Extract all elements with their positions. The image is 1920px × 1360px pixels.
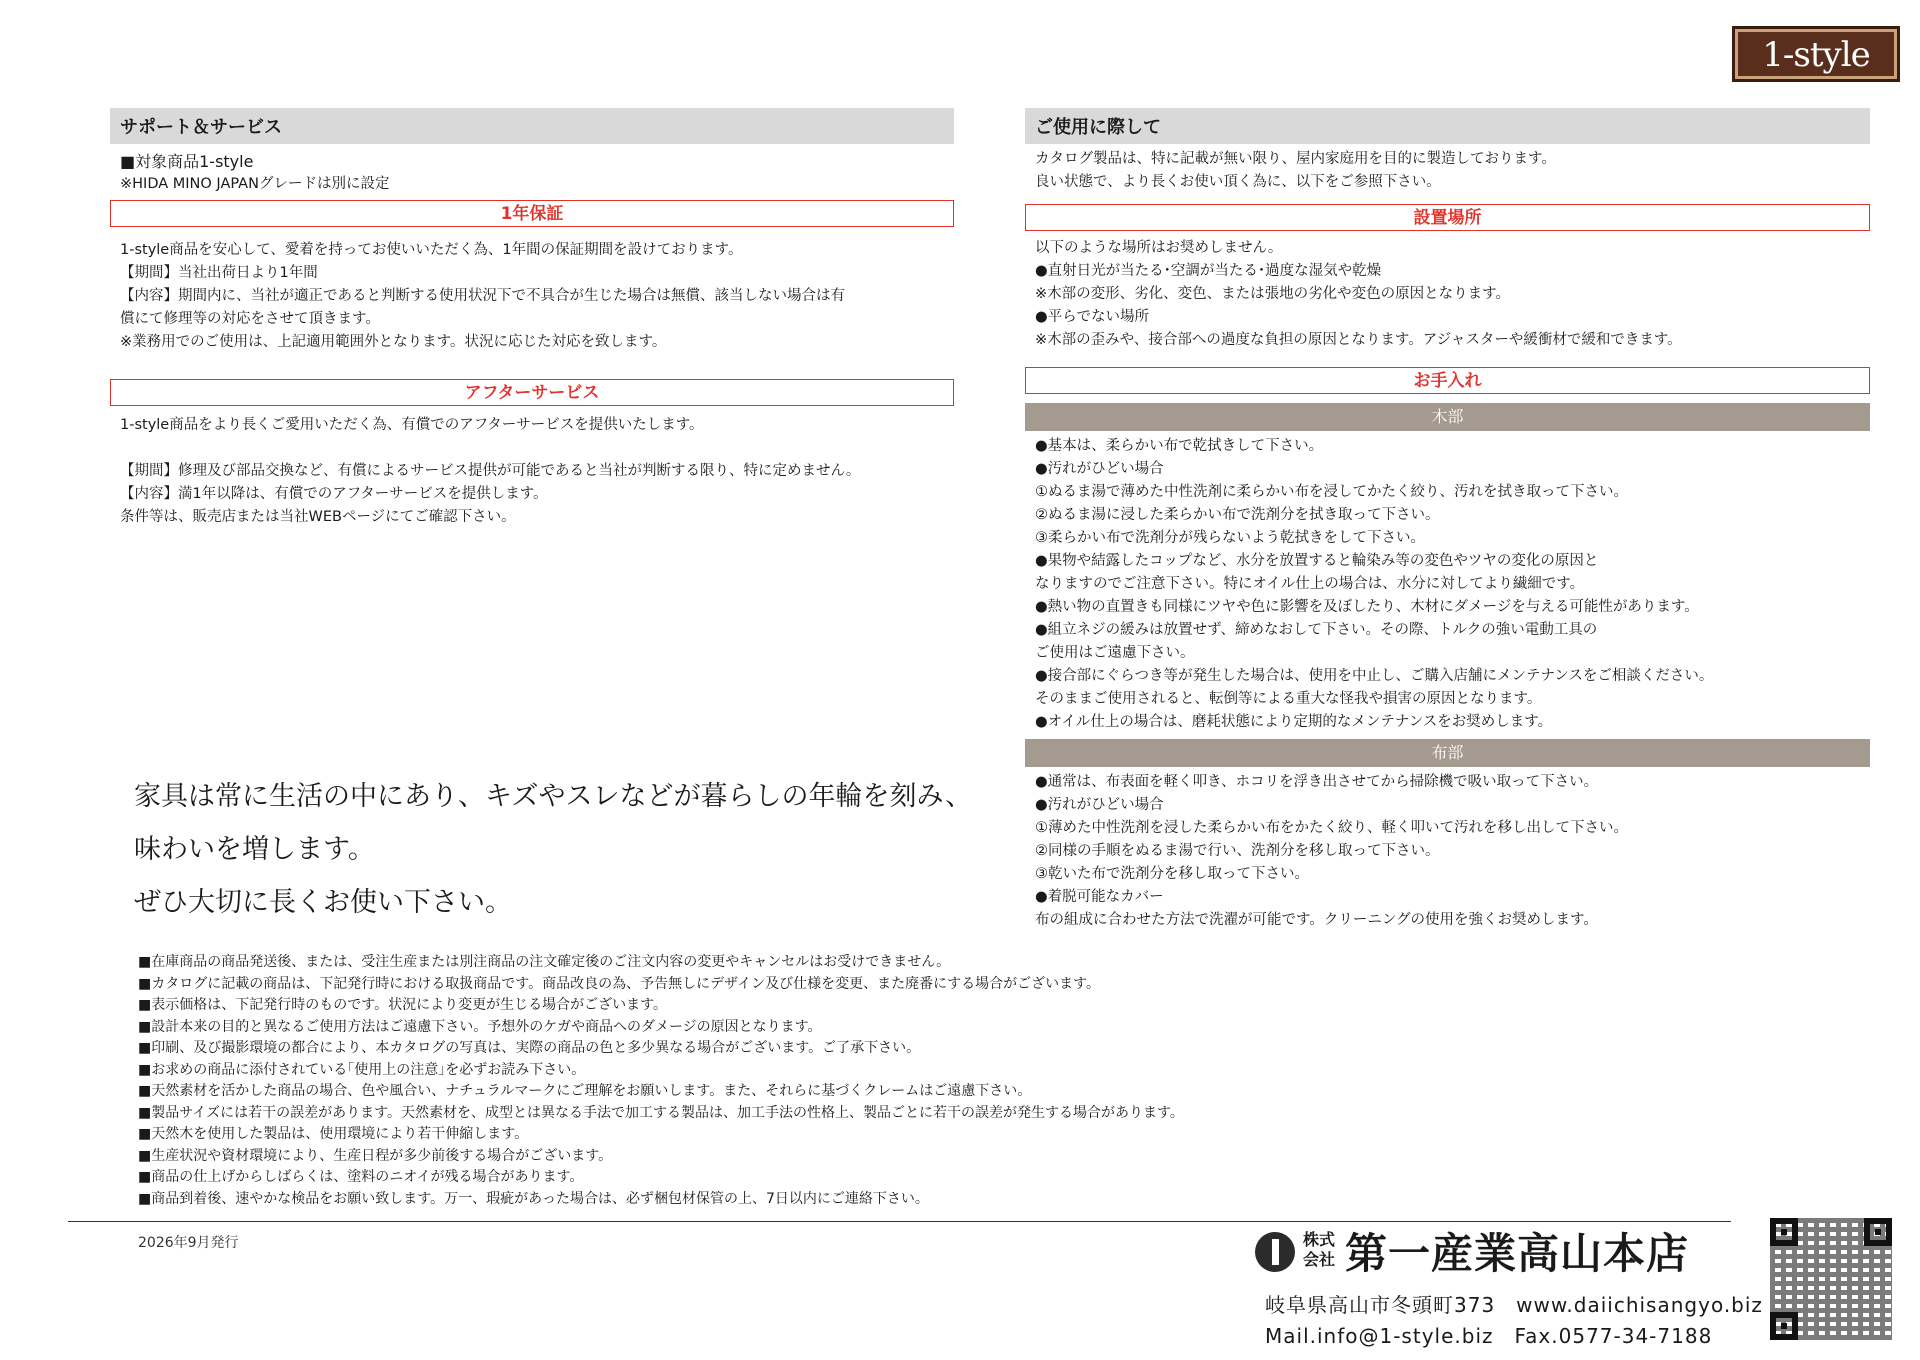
motto-line: ぜひ大切に長くお使い下さい。 (134, 887, 512, 918)
note-line: ■お求めの商品に添付されている｢使用上の注意｣を必ずお読み下さい。 (138, 1061, 586, 1078)
placement-text (1025, 237, 1870, 352)
usage-column (1025, 108, 1870, 932)
company-mail-fax: Mail.info@1-style.biz Fax.0577-34-7188 (1265, 1324, 1713, 1348)
issue-date: 2026年9月発行 (138, 1235, 239, 1251)
fabric-care-bar: 布部 (1025, 739, 1870, 767)
care-heading: お手入れ (1025, 367, 1870, 394)
after-service-line: 条件等は、販売店または当社WEBページにてご確認下さい。 (120, 509, 516, 525)
wood-care-line: ●基本は、柔らかい布で乾拭きして下さい。 (1035, 438, 1324, 454)
after-service-line (110, 437, 954, 460)
fabric-care-line: ●汚れがひどい場合 (1035, 797, 1164, 813)
support-service-column (110, 108, 954, 529)
placement-heading: 設置場所 (1025, 204, 1870, 231)
qr-code-icon (1770, 1218, 1892, 1340)
warranty-line: 1-style商品を安心して、愛着を持ってお使いいただく為、1年間の保証期間を設けております。 (120, 242, 743, 258)
company-prefix: 株式会社 (1303, 1230, 1336, 1269)
note-line: ■カタログに記載の商品は、下記発行時における取扱商品です。商品改良の為、予告無しにデザイン及び仕様を変更、また廃番にする場合がございます。 (138, 975, 1101, 992)
usage-title: ご使用に際して (1025, 108, 1870, 144)
company-mark-icon (1255, 1232, 1295, 1272)
note-line: ■設計本来の目的と異なるご使用方法はご遠慮下さい。予想外のケガや商品へのダメージの原因となります。 (138, 1018, 822, 1035)
wood-care-line: ●果物や結露したコップなど、水分を放置すると輪染み等の変色やツヤの変化の原因と (1035, 553, 1599, 569)
wood-care-text (1025, 435, 1870, 734)
after-service-text (110, 414, 954, 529)
after-service-line: 【期間】修理及び部品交換など、有償によるサービス提供が可能であると当社が判断する限り、特に定めません。 (120, 463, 861, 479)
warranty-line: 【期間】当社出荷日より1年間 (120, 265, 318, 281)
wood-care-line: なりますのでご注意下さい。特にオイル仕上の場合は、水分に対してより繊細です。 (1035, 576, 1585, 592)
company-contact (1265, 1290, 1763, 1352)
after-service-line: 【内容】満1年以降は、有償でのアフターサービスを提供します。 (120, 486, 548, 502)
wood-care-line: ●熱い物の直置きも同様にツヤや色に影響を及ぼしたり、木材にダメージを与える可能性があります。 (1035, 599, 1699, 615)
wood-care-bar: 木部 (1025, 403, 1870, 431)
note-line: ■天然素材を活かした商品の場合、色や風合い、ナチュラルマークにご理解をお願いします。また、それらに基づくクレームはご遠慮下さい。 (138, 1083, 1032, 1099)
target-product-line: ■対象商品1-style (120, 152, 254, 171)
fabric-care-text (1025, 771, 1870, 932)
catalog-notes (138, 952, 1638, 1210)
brand-logo-text: 1-style (1762, 35, 1870, 75)
fabric-care-line: ②同様の手順をぬるま湯で行い、洗剤分を移し取って下さい。 (1035, 843, 1440, 859)
note-line: ■商品の仕上げからしばらくは、塗料のニオイが残る場合があります。 (138, 1169, 584, 1185)
fabric-care-line: ●通常は、布表面を軽く叩き、ホコリを浮き出させてから掃除機で吸い取って下さい。 (1035, 774, 1599, 790)
usage-intro-line: 良い状態で、より長くお使い頂く為に、以下をご参照下さい。 (1035, 174, 1441, 190)
wood-care-line: ●オイル仕上の場合は、磨耗状態により定期的なメンテナンスをお奨めします。 (1035, 714, 1553, 730)
fabric-care-line: ③乾いた布で洗剤分を移し取って下さい。 (1035, 866, 1309, 882)
furniture-motto (134, 770, 972, 929)
company-name: 第一産業高山本店 (1345, 1229, 1690, 1278)
note-line: ■表示価格は、下記発行時のものです。状況により変更が生じる場合がございます。 (138, 997, 667, 1013)
placement-line: ●直射日光が当たる･空調が当たる･過度な湿気や乾燥 (1035, 263, 1382, 279)
warranty-text (110, 239, 954, 354)
wood-care-line: ●組立ネジの緩みは放置せず、締めなおして下さい。その際、トルクの強い電動工具の (1035, 622, 1598, 638)
placement-line: ●平らでない場所 (1035, 309, 1150, 325)
note-line: ■在庫商品の商品発送後、または、受注生産または別注商品の注文確定後のご注文内容の変更やキャンセルはお受けできません。 (138, 954, 951, 970)
grade-note-line: ※HIDA MINO JAPANグレードは別に設定 (120, 176, 390, 192)
placement-line: ※木部の変形、劣化、変色、または張地の劣化や変色の原因となります。 (1035, 286, 1510, 302)
warranty-heading: 1年保証 (110, 200, 954, 227)
brand-logo (1732, 26, 1900, 82)
wood-care-line: ②ぬるま湯に浸した柔らかい布で洗剤分を拭き取って下さい。 (1035, 507, 1440, 523)
note-line: ■商品到着後、速やかな検品をお願い致します。万一、瑕疵があった場合は、必ず梱包材保管の上、7日以内にご連絡下さい。 (138, 1190, 929, 1207)
wood-care-line: そのままご使用されると、転倒等による重大な怪我や損害の原因となります。 (1035, 691, 1542, 707)
warranty-line: ※業務用でのご使用は、上記適用範囲外となります。状況に応じた対応を致します。 (120, 334, 667, 350)
motto-line: 味わいを増します。 (134, 834, 375, 865)
after-service-line: 1-style商品をより長くご愛用いただく為、有償でのアフターサービスを提供いたします。 (120, 417, 704, 433)
fabric-care-line: ①薄めた中性洗剤を浸した柔らかい布をかたく絞り、軽く叩いて汚れを移し出して下さい。 (1035, 820, 1628, 836)
fabric-care-line: ●着脱可能なカバー (1035, 889, 1164, 905)
note-line: ■製品サイズには若干の誤差があります。天然素材を、成型とは異なる手法で加工する製品は、加工手法の性格上、製品ごとに若干の誤差が発生する場合があります。 (138, 1104, 1184, 1121)
placement-line: 以下のような場所はお奨めしません。 (1035, 240, 1283, 256)
wood-care-line: ●汚れがひどい場合 (1035, 461, 1164, 477)
wood-care-line: ①ぬるま湯で薄めた中性洗剤に柔らかい布を浸してかたく絞り、汚れを拭き取って下さい。 (1035, 484, 1628, 500)
support-service-title: サポート＆サービス (110, 108, 954, 144)
warranty-line: 償にて修理等の対応をさせて頂きます。 (120, 311, 380, 327)
motto-line: 家具は常に生活の中にあり、キズやスレなどが暮らしの年輪を刻み、 (134, 781, 973, 812)
company-logo (1255, 1230, 1730, 1278)
fabric-care-line: 布の組成に合わせた方法で洗濯が可能です。クリーニングの使用を強くお奨めします。 (1035, 912, 1598, 928)
wood-care-line: ご使用はご遠慮下さい。 (1035, 645, 1195, 661)
company-address: 岐阜県高山市冬頭町373 www.daiichisangyo.biz (1265, 1293, 1763, 1317)
wood-care-line: ③柔らかい布で洗剤分が残らないよう乾拭きをして下さい。 (1035, 530, 1425, 546)
after-service-heading: アフターサービス (110, 379, 954, 406)
usage-intro-line: カタログ製品は、特に記載が無い限り、屋内家庭用を目的に製造しております。 (1035, 151, 1556, 167)
footer-divider (68, 1221, 1731, 1222)
warranty-line: 【内容】期間内に、当社が適正であると判断する使用状況下で不具合が生じた場合は無償、該当しない場合は有 (120, 288, 845, 304)
wood-care-line: ●接合部にぐらつき等が発生した場合は、使用を中止し、ご購入店舗にメンテナンスをご相談ください。 (1035, 668, 1714, 684)
note-line: ■印刷、及び撮影環境の都合により、本カタログの写真は、実際の商品の色と多少異なる場合がございます。ご了承下さい。 (138, 1040, 921, 1056)
note-line: ■天然木を使用した製品は、使用環境により若干伸縮します。 (138, 1126, 529, 1142)
note-line: ■生産状況や資材環境により、生産日程が多少前後する場合がございます。 (138, 1147, 613, 1164)
placement-line: ※木部の歪みや、接合部への過度な負担の原因となります。アジャスターや緩衝材で緩和できます。 (1035, 332, 1682, 348)
